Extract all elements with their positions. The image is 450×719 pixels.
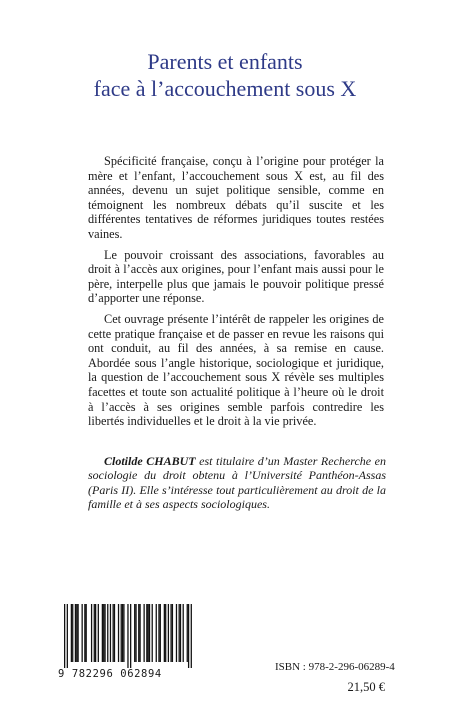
barcode-bar [146, 604, 147, 662]
barcode-bar [122, 604, 123, 662]
barcode-bar [107, 604, 108, 662]
barcode-bar [114, 604, 115, 662]
barcode-bar [139, 604, 140, 662]
barcode-bar [98, 604, 99, 662]
barcode-bar [113, 604, 114, 662]
barcode-bar [158, 604, 159, 662]
barcode-bar [172, 604, 173, 662]
barcode-bar [187, 604, 188, 662]
barcode-bar [168, 604, 169, 662]
barcode-bar [148, 604, 149, 662]
barcode-bar [183, 604, 184, 662]
barcode-bar [64, 604, 65, 668]
barcode-bar [103, 604, 104, 662]
barcode-bar [176, 604, 177, 662]
summary-paragraph-3: Cet ouvrage présente l’intérêt de rappeler les origines de cette pratique française et de passer en revue les raisons qui ont conduit, au fil des années, à sa remise en cause. Abordée sous l’angle historique, sociologique et juridique, la question de l’accouchement sous X révèle ses multiples facettes et toute son actualité politique à l’heure où le droit à l’accès à ses origines semble parfois contredire les libertés individuelles et le droit à la vie privée. [88, 311, 384, 429]
barcode-bar [165, 604, 166, 662]
barcode-bar [75, 604, 76, 662]
barcode-bars [64, 604, 192, 668]
summary-paragraph-2: Le pouvoir croissant des associations, favorables au droit à l’accès aux origines, pour l’enfant mais aussi pour le père, interpelle plus que jamais le pouvoir politique pressé d’apporter une réponse. [88, 247, 384, 306]
barcode-bar [86, 604, 87, 662]
barcode-bar [130, 604, 131, 668]
barcode-bar [82, 604, 83, 662]
barcode-bar [72, 604, 73, 662]
barcode [64, 604, 192, 668]
book-title-line-2: face à l’accouchement sous X [93, 76, 357, 101]
barcode-bar [84, 604, 85, 662]
author-bio [88, 454, 386, 512]
book-title [0, 48, 450, 102]
barcode-digits: 9 782296 062894 [58, 668, 162, 680]
barcode-bar [149, 604, 150, 662]
barcode-bar [121, 604, 122, 662]
price: 21,50 € [347, 680, 385, 694]
summary-paragraph-1: Spécificité française, conçu à l’origine pour protéger la mère et l’enfant, l’accouchement sous X est, au fil des années, devenu un sujet politique sensible, comme en témoignent les nombreux débats qu’il suscite et les différentes tentatives de réformes juridiques toutes restées vaines. [88, 154, 384, 241]
barcode-bar [118, 604, 119, 662]
barcode-bar [67, 604, 68, 668]
back-cover-summary [88, 154, 384, 435]
barcode-bar [156, 604, 157, 662]
barcode-bar [94, 604, 95, 662]
barcode-bar [191, 604, 192, 668]
barcode-bar [127, 604, 128, 668]
barcode-bar [102, 604, 103, 662]
barcode-bar [160, 604, 161, 662]
book-title-line-1: Parents et enfants [147, 49, 303, 74]
barcode-bar [138, 604, 139, 662]
barcode-bar [179, 604, 180, 662]
barcode-bar [104, 604, 105, 662]
barcode-bar [188, 604, 189, 668]
barcode-bar [91, 604, 92, 662]
barcode-bar [123, 604, 124, 662]
author-bio-text: est titulaire d’un Master Recherche en sociologie du droit obtenu à l’Université Panthéon-Assas (Paris II). Elle s’intéresse tout particulièrement au droit de la famille et à ses aspects sociologiques. [88, 454, 386, 512]
barcode-bar [170, 604, 171, 662]
isbn: ISBN : 978-2-296-06289-4 [275, 661, 395, 673]
barcode-bar [143, 604, 144, 662]
barcode-bar [77, 604, 78, 662]
barcode-bar [134, 604, 135, 662]
barcode-bar [152, 604, 153, 662]
author-name: Clotilde CHABUT [104, 454, 196, 468]
barcode-bar [180, 604, 181, 662]
barcode-bar [76, 604, 77, 662]
barcode-bar [71, 604, 72, 662]
barcode-bar [110, 604, 111, 662]
barcode-bar [135, 604, 136, 662]
barcode-bar [164, 604, 165, 662]
barcode-bar [95, 604, 96, 662]
